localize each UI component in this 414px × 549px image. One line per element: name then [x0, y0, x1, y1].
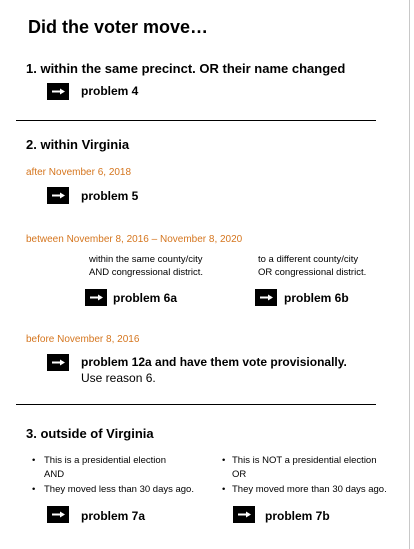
bullet-icon: • — [32, 484, 36, 495]
section3-left-ref: problem 7a — [81, 509, 146, 523]
section3-left-bullet1: This is a presidential election — [44, 455, 166, 466]
section1-ref: problem 4 — [81, 84, 139, 98]
bullet-icon: • — [32, 455, 36, 466]
section3-left-join: AND — [44, 469, 65, 480]
section2b-left-line2: AND congressional district. — [89, 267, 204, 278]
section3-right-bullet2: They moved more than 30 days ago. — [232, 484, 387, 495]
section3-right-bullet1: This is NOT a presidential election — [232, 455, 377, 466]
section2a-ref: problem 5 — [81, 189, 139, 203]
right-arrow-icon — [47, 83, 69, 100]
section2c-note: Use reason 6. — [81, 371, 156, 385]
right-arrow-icon — [47, 187, 69, 204]
bullet-icon: • — [222, 455, 226, 466]
right-arrow-icon — [233, 506, 255, 523]
right-arrow-icon — [85, 289, 107, 306]
section3-heading: 3. outside of Virginia — [26, 426, 154, 441]
section2b-condition: between November 8, 2016 – November 8, 2020 — [26, 234, 243, 245]
section1-heading: 1. within the same precinct. OR their name changed — [26, 61, 346, 76]
divider — [16, 404, 376, 405]
section2b-right-line2: OR congressional district. — [258, 267, 367, 278]
section2b-left-line1: within the same county/city — [89, 254, 203, 265]
section2c-ref: problem 12a and have them vote provisionally. — [81, 355, 347, 369]
page-title: Did the voter move… — [28, 17, 209, 37]
section3-right-ref: problem 7b — [265, 509, 330, 523]
bullet-icon: • — [222, 484, 226, 495]
section3-left-bullet2: They moved less than 30 days ago. — [44, 484, 194, 495]
section2b-right-ref: problem 6b — [284, 291, 349, 305]
section2c-condition: before November 8, 2016 — [26, 334, 140, 345]
right-arrow-icon — [255, 289, 277, 306]
divider — [16, 120, 376, 121]
section2-heading: 2. within Virginia — [26, 137, 130, 152]
right-arrow-icon — [47, 354, 69, 371]
right-arrow-icon — [47, 506, 69, 523]
section2b-right-line1: to a different county/city — [258, 254, 359, 265]
section2a-condition: after November 6, 2018 — [26, 167, 132, 178]
section2b-left-ref: problem 6a — [113, 291, 178, 305]
section3-right-join: OR — [232, 469, 247, 480]
